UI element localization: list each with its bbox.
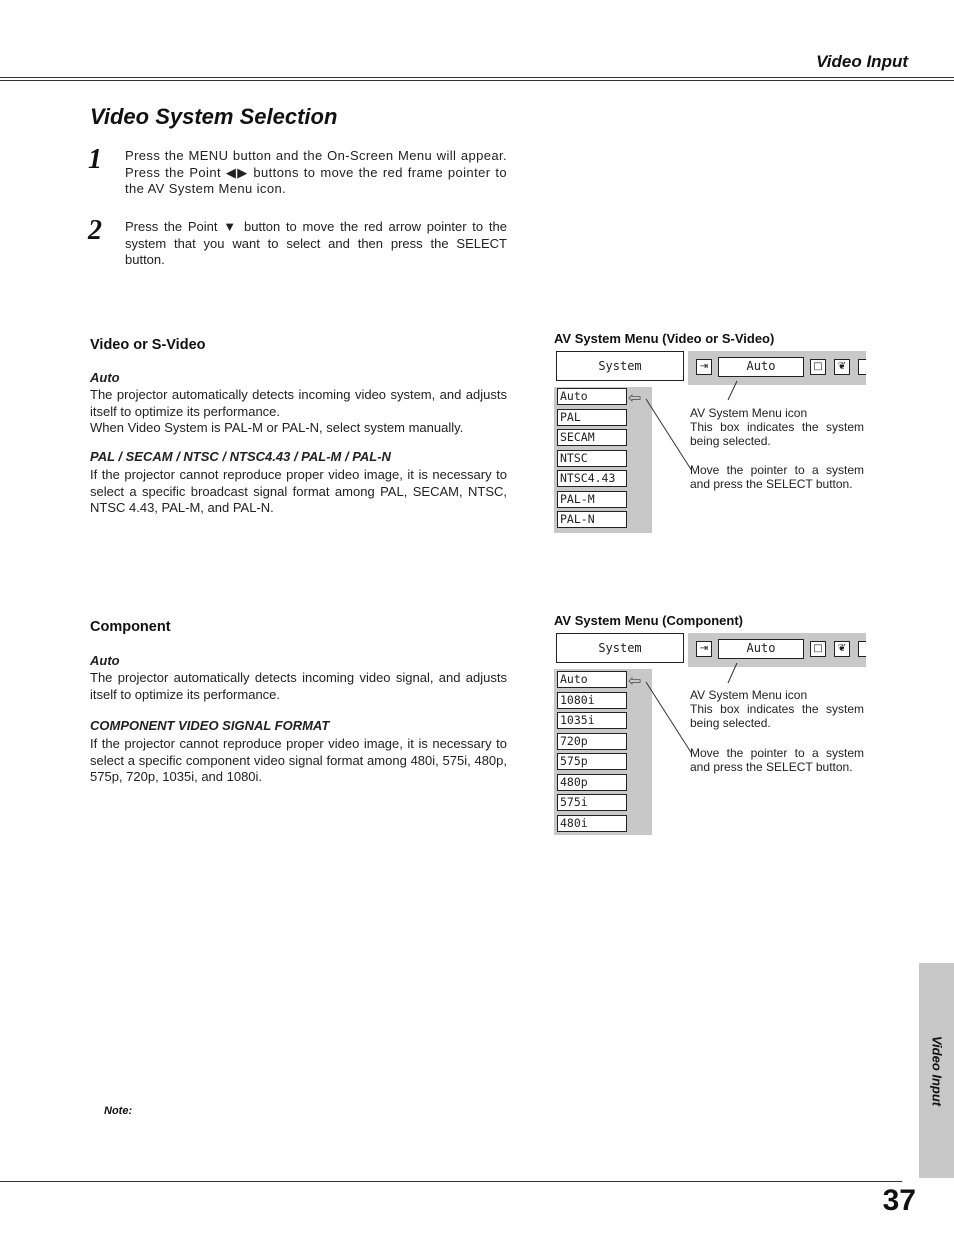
input-icon[interactable]: ⇥: [696, 359, 712, 375]
system-label-box: System: [556, 633, 684, 663]
system-item-secam[interactable]: SECAM: [557, 429, 627, 446]
step-1-number: 1: [88, 144, 102, 175]
av-system-menu-icon[interactable]: □: [810, 359, 826, 375]
red-arrow-pointer-icon: ⇦: [628, 673, 642, 690]
system-item-auto[interactable]: Auto: [557, 388, 627, 405]
system-item-auto[interactable]: Auto: [557, 671, 627, 688]
header-rule-thin: [0, 80, 954, 81]
red-arrow-pointer-icon: ⇦: [628, 390, 642, 407]
page-number: 37: [882, 1184, 916, 1217]
menu-video-callout-pointer: Move the pointer to a system and press the SELECT button.: [690, 463, 864, 491]
settings-icon[interactable]: ❦: [834, 359, 850, 375]
video-formats-label: PAL / SECAM / NTSC / NTSC4.43 / PAL-M / PAL-N: [90, 449, 391, 464]
component-auto-text: The projector automatically detects incoming video signal, and adjusts itself to optimize its performance.: [90, 670, 507, 702]
input-icon[interactable]: ⇥: [696, 641, 712, 657]
component-heading: Component: [90, 619, 171, 635]
current-system-box: Auto: [718, 357, 804, 377]
menu-component-callout-lines: [554, 633, 866, 837]
av-system-menu-icon[interactable]: □: [810, 641, 826, 657]
system-item-575p[interactable]: 575p: [557, 753, 627, 770]
video-auto-label: Auto: [90, 370, 120, 385]
system-item-pal-n[interactable]: PAL-N: [557, 511, 627, 528]
menu-component-callout-icon: AV System Menu icon: [690, 688, 808, 702]
menu-video-callout-lines: [554, 351, 866, 551]
system-label-box: System: [556, 351, 684, 381]
step-2-number: 2: [88, 215, 102, 246]
section-title: Video System Selection: [90, 104, 338, 129]
header-rule: [0, 77, 954, 78]
video-auto-note: When Video System is PAL-M or PAL-N, select system manually.: [90, 420, 464, 435]
system-item-1080i[interactable]: 1080i: [557, 692, 627, 709]
system-item-ntsc443[interactable]: NTSC4.43: [557, 470, 627, 487]
system-item-480p[interactable]: 480p: [557, 774, 627, 791]
current-system-box: Auto: [718, 639, 804, 659]
step-2-text: Press the Point ▼ button to move the red arrow pointer to the system that you want to select and then press the SELECT button.: [125, 219, 507, 267]
component-formats-label: COMPONENT VIDEO SIGNAL FORMAT: [90, 718, 330, 733]
system-item-pal[interactable]: PAL: [557, 409, 627, 426]
system-item-720p[interactable]: 720p: [557, 733, 627, 750]
menu-video-callout-icon: AV System Menu icon: [690, 406, 808, 420]
footer-rule: [0, 1181, 902, 1182]
system-item-1035i[interactable]: 1035i: [557, 712, 627, 729]
menu-component-callout-pointer: Move the pointer to a system and press the SELECT button.: [690, 746, 864, 774]
menu-video-caption: AV System Menu (Video or S-Video): [554, 331, 775, 346]
step-1-text: Press the MENU button and the On-Screen Menu will appear. Press the Point ◀▶ buttons to move the red frame pointer to the AV System Menu icon.: [125, 148, 507, 196]
menu-component-callout-box: This box indicates the system being selected.: [690, 702, 864, 730]
video-auto-text: The projector automatically detects incoming video system, and adjusts itself to optimize its performance.: [90, 387, 507, 419]
component-formats-text: If the projector cannot reproduce proper video image, it is necessary to select a specific component video signal format among 480i, 575i, 480p, 575p, 720p, 1035i, and 1080i.: [90, 736, 507, 784]
video-formats-text: If the projector cannot reproduce proper video image, it is necessary to select a specific broadcast signal format among PAL, SECAM, NTSC, NTSC 4.43, PAL-M, and PAL-N.: [90, 467, 507, 515]
header-title: Video Input: [816, 52, 908, 71]
settings-icon[interactable]: ❦: [834, 641, 850, 657]
side-tab-label: Video Input: [929, 1035, 944, 1106]
note-label: Note:: [104, 1105, 133, 1117]
component-auto-label: Auto: [90, 653, 120, 668]
system-item-pal-m[interactable]: PAL-M: [557, 491, 627, 508]
system-item-480i[interactable]: 480i: [557, 815, 627, 832]
video-heading: Video or S-Video: [90, 337, 206, 353]
menu-video-callout-box: This box indicates the system being selected.: [690, 420, 864, 448]
system-item-575i[interactable]: 575i: [557, 794, 627, 811]
system-item-ntsc[interactable]: NTSC: [557, 450, 627, 467]
menu-component-caption: AV System Menu (Component): [554, 613, 743, 628]
